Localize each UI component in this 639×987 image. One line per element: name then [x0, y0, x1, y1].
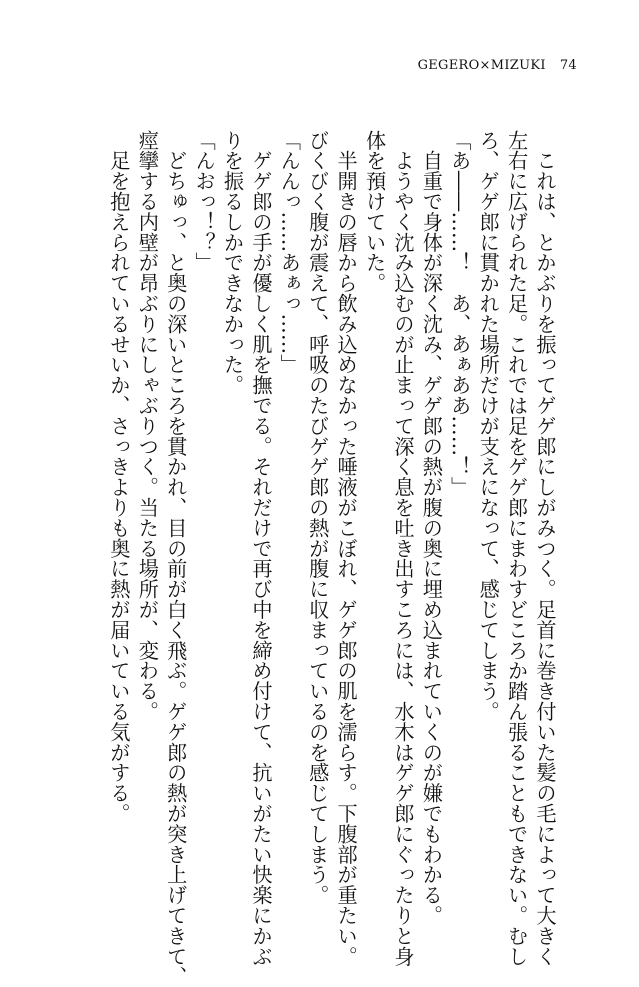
text-line-11: ゲゲ郎の手が優しく肌を撫でる。それだけで再び中を締め付けて、抗いがたい快楽にかぶ	[248, 130, 273, 967]
text-line-1: これは、とかぶりを振ってゲゲ郎にしがみつく。足首に巻き付いた髪の毛によって大きく	[533, 130, 557, 967]
text-line-5: 自重で身体が深く沈み、ゲゲ郎の熱が腹の奥に埋め込まれていくのが嫌でもわかる。	[419, 130, 444, 926]
vertical-body-text	[59, 130, 559, 987]
text-line-13: 「んおっ！？」	[192, 130, 217, 273]
text-line-6: ようやく沈み込むのが止まって深く息を吐き出すころには、水木はゲゲ郎にぐったりと身	[390, 130, 415, 967]
header-title: GEGERO×MIZUKI	[417, 58, 546, 73]
text-line-9: びくびく腹が震えて、呼吸のたびゲゲ郎の熱が腹に収まっているのを感じてしまう。	[305, 130, 330, 906]
text-line-10: 「んんっ……あぁっ……」	[277, 130, 302, 375]
text-line-12: りを振るしかできなかった。	[220, 130, 245, 396]
text-line-16: 足を抱えられているせいか、さっきよりも奥に熱が届いている気がする。	[106, 130, 131, 824]
text-line-14: どちゅっ、と奥の深いところを貫かれ、目の前が白く飛ぶ。ゲゲ郎の熱が突き上げてきて、	[163, 130, 188, 987]
text-line-8: 半開きの唇から飲み込めなかった唾液がこぼれ、ゲゲ郎の肌を濡らす。下腹部が重たい。	[334, 130, 359, 967]
text-line-2: 左右に広げられた足。これでは足をゲゲ郎にまわすどころか踏ん張ることもできない。むし	[504, 130, 529, 967]
text-line-4: 「あ――……！ あ、あぁああ……！」	[447, 130, 472, 498]
running-header	[418, 58, 577, 73]
text-line-3: ろ、ゲゲ郎に貫かれた場所だけが支えになって、感じてしまう。	[476, 130, 501, 722]
text-line-7: 体を預けていた。	[362, 130, 387, 294]
text-line-15: 痙攣する内壁が昂ぶりにしゃぶりつく。当たる場所が、変わる。	[135, 130, 160, 722]
page-number: 74	[559, 58, 577, 73]
